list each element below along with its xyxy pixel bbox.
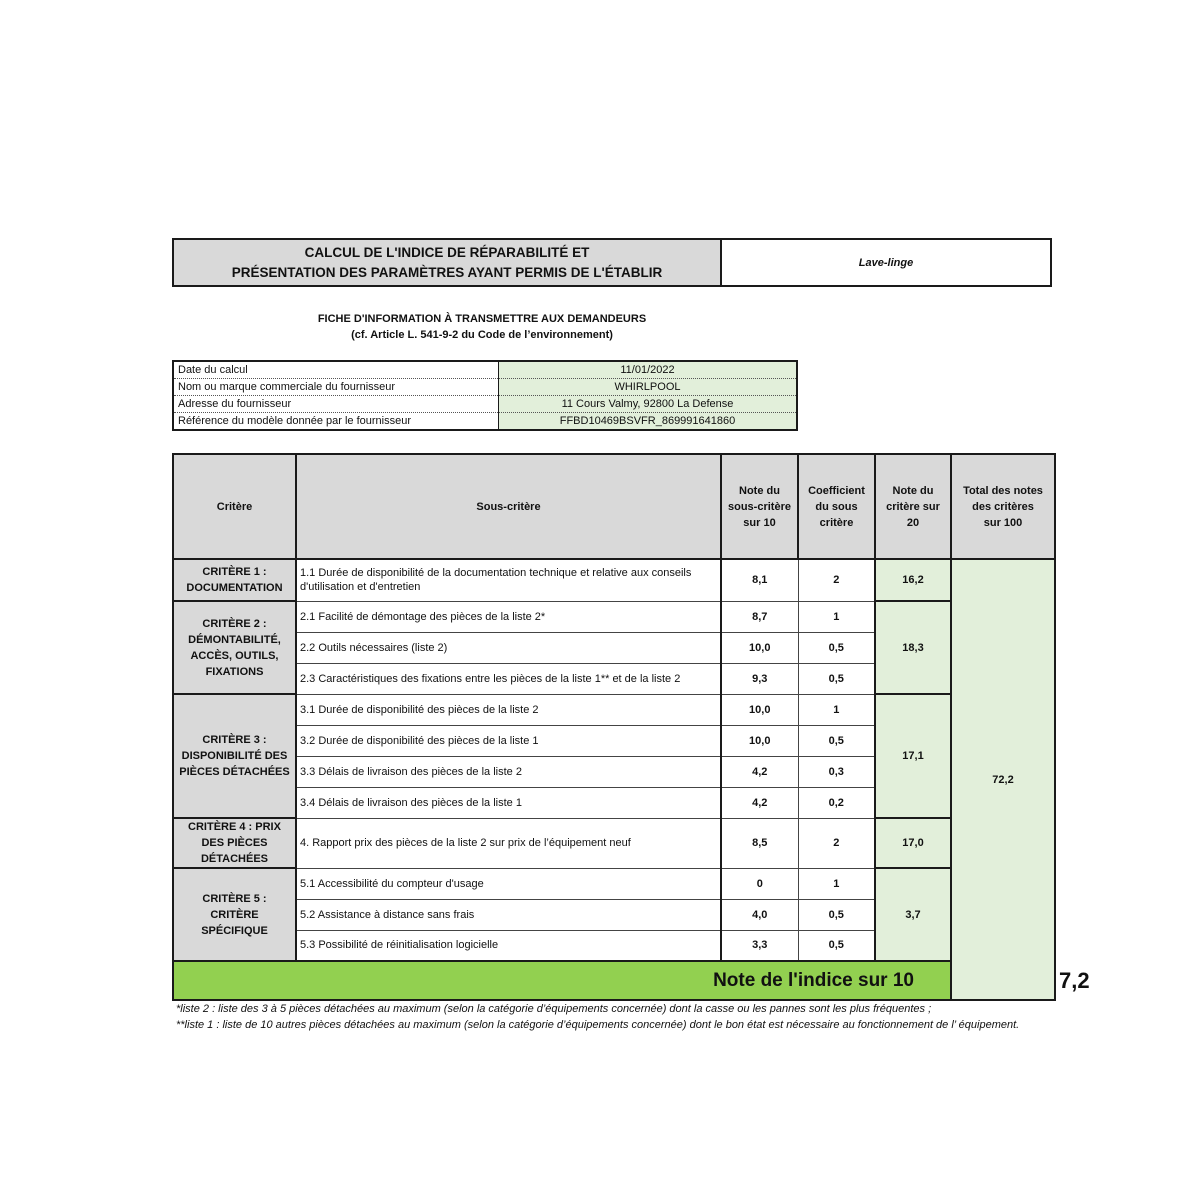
footnote-liste-2: *liste 2 : liste des 3 à 5 pièces détachées au maximum (selon la catégorie d’équipements concernée) dont la casse ou les pannes sont les plus fréquentes ;: [176, 1003, 932, 1015]
info-value: 11/01/2022: [499, 361, 798, 379]
sub-criterion-coef: 0,5: [798, 899, 875, 930]
criterion-5-score: 3,7: [875, 868, 951, 961]
total-score: 72,2: [951, 559, 1055, 1000]
sub-criterion-note: 3,3: [721, 930, 798, 961]
table-row: [173, 868, 1055, 899]
sub-criterion-coef: 1: [798, 694, 875, 725]
info-label: Nom ou marque commerciale du fournisseur: [173, 379, 499, 396]
sub-criterion-note: 8,1: [721, 559, 798, 601]
sub-criterion-label: 3.4 Délais de livraison des pièces de la liste 1: [296, 787, 721, 818]
sub-criterion-label: 5.3 Possibilité de réinitialisation logicielle: [296, 930, 721, 961]
info-value: FFBD10469BSVFR_869991641860: [499, 413, 798, 431]
table-row: [173, 818, 1055, 868]
criterion-3-score: 17,1: [875, 694, 951, 818]
sub-criterion-label: 4. Rapport prix des pièces de la liste 2 sur prix de l’équipement neuf: [296, 818, 721, 868]
sub-criterion-label: 5.2 Assistance à distance sans frais: [296, 899, 721, 930]
info-row: [173, 413, 797, 431]
fiche-line2: (cf. Article L. 541-9-2 du Code de l’environnement): [351, 329, 613, 341]
header-box: [172, 238, 1052, 287]
info-value: 11 Cours Valmy, 92800 La Defense: [499, 396, 798, 413]
sub-criterion-note: 0: [721, 868, 798, 899]
fiche-line1: FICHE D'INFORMATION À TRANSMETTRE AUX DEMANDEURS: [317, 313, 647, 325]
criterion-2-score: 18,3: [875, 601, 951, 694]
table-row: [173, 601, 1055, 632]
fiche-heading: [172, 311, 792, 343]
criterion-5-name: CRITÈRE 5 : CRITÈRE SPÉCIFIQUE: [173, 868, 296, 961]
sub-criterion-note: 10,0: [721, 725, 798, 756]
sub-criterion-label: 3.1 Durée de disponibilité des pièces de la liste 2: [296, 694, 721, 725]
sub-criterion-coef: 2: [798, 818, 875, 868]
table-row: [173, 694, 1055, 725]
sub-criterion-coef: 0,5: [798, 930, 875, 961]
criterion-2-name: CRITÈRE 2 : DÉMONTABILITÉ, ACCÈS, OUTILS, FIXATIONS: [173, 601, 296, 694]
col-header-note-sous: Note du sous-critère sur 10: [721, 454, 798, 559]
criterion-1-name: CRITÈRE 1 : DOCUMENTATION: [173, 559, 296, 601]
sub-criterion-label: 2.1 Facilité de démontage des pièces de la liste 2*: [296, 601, 721, 632]
info-label: Date du calcul: [173, 361, 499, 379]
table-header-row: [173, 454, 1055, 559]
sub-criterion-note: 4,0: [721, 899, 798, 930]
info-row: [173, 396, 797, 413]
sub-criterion-note: 10,0: [721, 694, 798, 725]
header-title-line1: CALCUL DE L'INDICE DE RÉPARABILITÉ ET: [304, 244, 590, 260]
footnotes: [176, 1001, 1056, 1033]
sub-criterion-coef: 0,5: [798, 632, 875, 663]
info-value: WHIRLPOOL: [499, 379, 798, 396]
product-type: Lave-linge: [858, 256, 914, 269]
sub-criterion-label: 5.1 Accessibilité du compteur d'usage: [296, 868, 721, 899]
criterion-4-name: CRITÈRE 4 : PRIX DES PIÈCES DÉTACHÉES: [173, 818, 296, 868]
sub-criterion-label: 3.3 Délais de livraison des pièces de la liste 2: [296, 756, 721, 787]
col-header-critere: Critère: [173, 454, 296, 559]
sub-criterion-note: 8,7: [721, 601, 798, 632]
sub-criterion-note: 9,3: [721, 663, 798, 694]
final-score-label: Note de l'indice sur 10: [173, 961, 951, 1000]
sub-criterion-note: 4,2: [721, 787, 798, 818]
header-title-line2: PRÉSENTATION DES PARAMÈTRES AYANT PERMIS DE L'ÉTABLIR: [231, 264, 663, 280]
info-row: [173, 361, 797, 379]
info-label: Adresse du fournisseur: [173, 396, 499, 413]
sub-criterion-note: 10,0: [721, 632, 798, 663]
sub-criterion-label: 3.2 Durée de disponibilité des pièces de la liste 1: [296, 725, 721, 756]
final-score-row: Note de l'indice sur 10 7,2: [173, 961, 1055, 1000]
sub-criterion-label: 2.3 Caractéristiques des fixations entre les pièces de la liste 1** et de la liste 2: [296, 663, 721, 694]
sub-criterion-note: 8,5: [721, 818, 798, 868]
sub-criterion-coef: 1: [798, 601, 875, 632]
repairability-table: [172, 453, 1090, 1001]
criterion-3-name: CRITÈRE 3 : DISPONIBILITÉ DES PIÈCES DÉTACHÉES: [173, 694, 296, 818]
info-row: [173, 379, 797, 396]
sub-criterion-coef: 0,3: [798, 756, 875, 787]
supplier-info-table: [172, 360, 798, 431]
col-header-total: Total des notes des critères sur 100: [951, 454, 1055, 559]
footnote-liste-1: **liste 1 : liste de 10 autres pièces détachées au maximum (selon la catégorie d’équipements concernée) dont le bon état est nécessaire au fonctionnement de l’ équipement.: [176, 1019, 1020, 1031]
sub-criterion-coef: 0,5: [798, 725, 875, 756]
col-header-note-critere: Note du critère sur 20: [875, 454, 951, 559]
sub-criterion-coef: 2: [798, 559, 875, 601]
info-label: Référence du modèle donnée par le fournisseur: [173, 413, 499, 431]
sub-criterion-coef: 0,2: [798, 787, 875, 818]
col-header-sous-critere: Sous-critère: [296, 454, 721, 559]
col-header-coefficient: Coefficient du sous critère: [798, 454, 875, 559]
criterion-4-score: 17,0: [875, 818, 951, 868]
sub-criterion-coef: 0,5: [798, 663, 875, 694]
header-title: [174, 240, 722, 285]
sub-criterion-note: 4,2: [721, 756, 798, 787]
criterion-1-score: 16,2: [875, 559, 951, 601]
sub-criterion-label: 1.1 Durée de disponibilité de la documentation technique et relative aux conseils d'utilisation et d'entretien: [296, 559, 721, 601]
sub-criterion-label: 2.2 Outils nécessaires (liste 2): [296, 632, 721, 663]
sub-criterion-coef: 1: [798, 868, 875, 899]
table-row: [173, 559, 1055, 601]
